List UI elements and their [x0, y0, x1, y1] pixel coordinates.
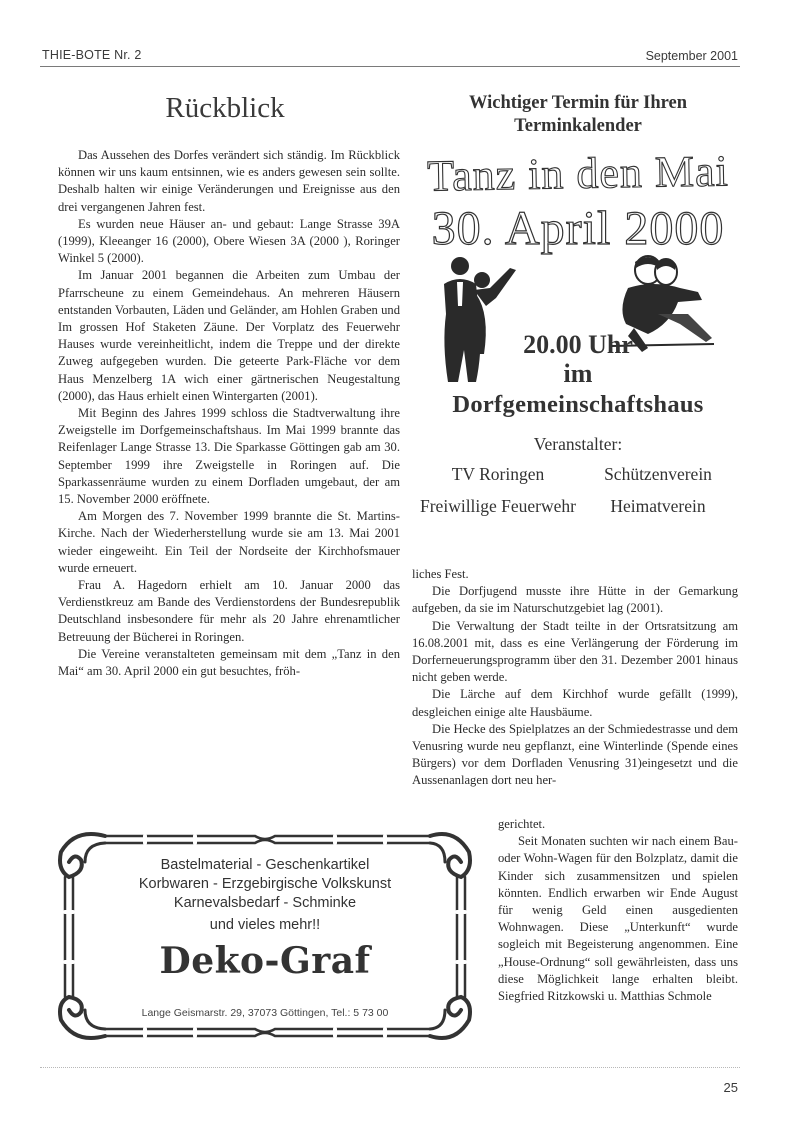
- organizer: Schützenverein: [604, 464, 712, 484]
- ad-product-lines: [55, 856, 475, 935]
- article-right-narrow-column: [498, 816, 738, 1005]
- advertisement: [55, 822, 475, 1050]
- paragraph: Das Aussehen des Dorfes verändert sich ständig. Im Rückblick können wir uns kaum entsinnen, wie es anders gewesen sein sollte. Deshalb halten wir einige Veränderungen und Ereignisse aus den drei vergangenen Jahren fest.: [58, 148, 400, 214]
- paragraph: Frau A. Hagedorn erhielt am 10. Januar 2000 das Verdienstkreuz am Bande des Verdienstordens der Bundesrepublik Deutschland insbesondere für mehr als 20 Jahre ehrenamtlicher Betreuung der Bücherei in Roringen.: [58, 578, 400, 644]
- ad-address: Lange Geismarstr. 29, 37073 Göttingen, Tel.: 5 73 00: [141, 1007, 389, 1019]
- event-date: 30. April 2000: [431, 202, 725, 255]
- event-name: Tanz in den Mai: [426, 146, 730, 201]
- ad-line: Bastelmaterial - Geschenkartikel: [160, 857, 370, 873]
- publication-name: THIE-BOTE Nr. 2: [42, 48, 142, 62]
- paragraph: Die Hecke des Spielplatzes an der Schmiedestrasse und dem Venusring wurde neu gepflanzt, eine Winterlinde (Spende eines Bürgers) vor dem Dorfladen Venusring 31)eingesetzt und die Aussenanlagen dort neu her-: [412, 721, 738, 788]
- ad-line: Karnevalsbedarf - Schminke: [173, 895, 357, 911]
- event-place-prefix: im: [563, 359, 593, 388]
- issue-date: September 2001: [645, 49, 738, 63]
- paragraph-continuation: liches Fest.: [412, 567, 469, 581]
- event-time: 20.00 Uhr: [523, 330, 633, 359]
- paragraph: Am Morgen des 7. November 1999 brannte die St. Martins-Kirche. Nach der Wiederherstellung wurde sie am 13. Mai 2001 wieder eingeweiht. Ein Teil der Nordseite der Kirchhofsmauer wurde erneuert.: [58, 509, 400, 575]
- paragraph: Die Vereine veranstalteten gemeinsam mit dem „Tanz in den Mai“ am 30. April 2000 ein gut besuchtes, fröh-: [58, 646, 400, 679]
- ad-brand-name: Deko-Graf: [159, 940, 371, 982]
- event-heading-line: Terminkalender: [514, 116, 642, 136]
- event-place: Dorfgemeinschaftshaus: [452, 391, 704, 418]
- event-notice: [418, 92, 738, 518]
- paragraph: Im Januar 2001 begannen die Arbeiten zum Umbau der Pfarrscheune zu einem Gemeindehaus. An mehreren Häusern entstanden Vorbauten, Läden und Geländer, am Hohlen Graben und Im grossen Hof Staketen Zäune. Der Vorplatz des Feuerwehr Hauses wurde vereinheitlicht, indem die Treppe und der direkte Zuweg aufgegeben wurden. Die geteerte Park-Fläche vor dem Haus Menzelberg 1A wich einer gärtnerischen Neugestaltung (2000), das Haus erhielt einen Wintergarten (2001).: [58, 268, 400, 403]
- event-heading-line: Wichtiger Termin für Ihren: [468, 93, 688, 113]
- paragraph: Es wurden neue Häuser an- und gebaut: Lange Strasse 39A (1999), Kleeanger 16 (2000), Obere Wiesen 3A (2000 ), Roringer Winkel 5 (2000).: [58, 216, 400, 266]
- organizer: Heimatverein: [610, 496, 706, 516]
- organizer: Freiwillige Feuerwehr: [420, 496, 576, 516]
- paragraph: Die Verwaltung der Stadt teilte in der Ortsratsitzung am 16.08.2001 mit, dass es eine Verlängerung der Förderung im Dorferneuerungsprogramm über den 31. Dezember 2001 hinaus nicht geben werde.: [412, 618, 738, 685]
- page-number: 25: [723, 1080, 738, 1095]
- organizers-label: Veranstalter:: [533, 434, 623, 454]
- organizers-list: [418, 462, 738, 518]
- paragraph: Die Dorfjugend musste ihre Hütte in der Gemarkung aufgeben, da sie im Naturschutzgebiet lag (2001).: [412, 584, 738, 616]
- article-left-column: [58, 147, 400, 680]
- ad-line: Korbwaren - Erzgebirgische Volkskunst: [138, 876, 392, 892]
- article-right-column: [412, 566, 738, 790]
- paragraph-continuation: gerichtet.: [498, 817, 546, 831]
- organizer: TV Roringen: [451, 464, 545, 484]
- event-heading: [418, 92, 738, 138]
- paragraph: Seit Monaten suchten wir nach einem Bau- oder Wohn-Wagen für den Bolzplatz, damit die Kinder sich zusammensitzen und spielen könnten. Endlich erwarben wir Ende August für wenig Geld einen ausgedienten Wohnwagen. Diese „Unterkunft“ wurde sogleich mit Begeisterung angenommen. Eine „House-Ordnung“ soll gewährleisten, dass uns diese Möglichkeit lange erhalten bleibt. Siegfried Ritzkowski u. Matthias Schmole: [498, 834, 738, 1004]
- paragraph: Mit Beginn des Jahres 1999 schloss die Stadtverwaltung ihre Zweigstelle im Dorfgemeinschaftshaus. Im Mai 1999 brannte das Reifenlager Lange Strasse 13. Die Sparkasse Göttingen gab am 30. September 1999 ihre Zweigstelle in Roringen auf. Die Sparkassenräume wurden zu einem Dorfladen umgebaut, der am 15. November 2000 eröffnete.: [58, 406, 400, 507]
- paragraph: Die Lärche auf dem Kirchhof wurde gefällt (1999), desgleichen einige alte Hausbäume.: [412, 687, 738, 719]
- footer-rule: [40, 1067, 740, 1068]
- ad-line: und vieles mehr!!: [209, 917, 321, 933]
- header-rule: [40, 66, 740, 67]
- article-title: Rückblick: [165, 92, 285, 124]
- dancing-couple-icon: [430, 254, 530, 384]
